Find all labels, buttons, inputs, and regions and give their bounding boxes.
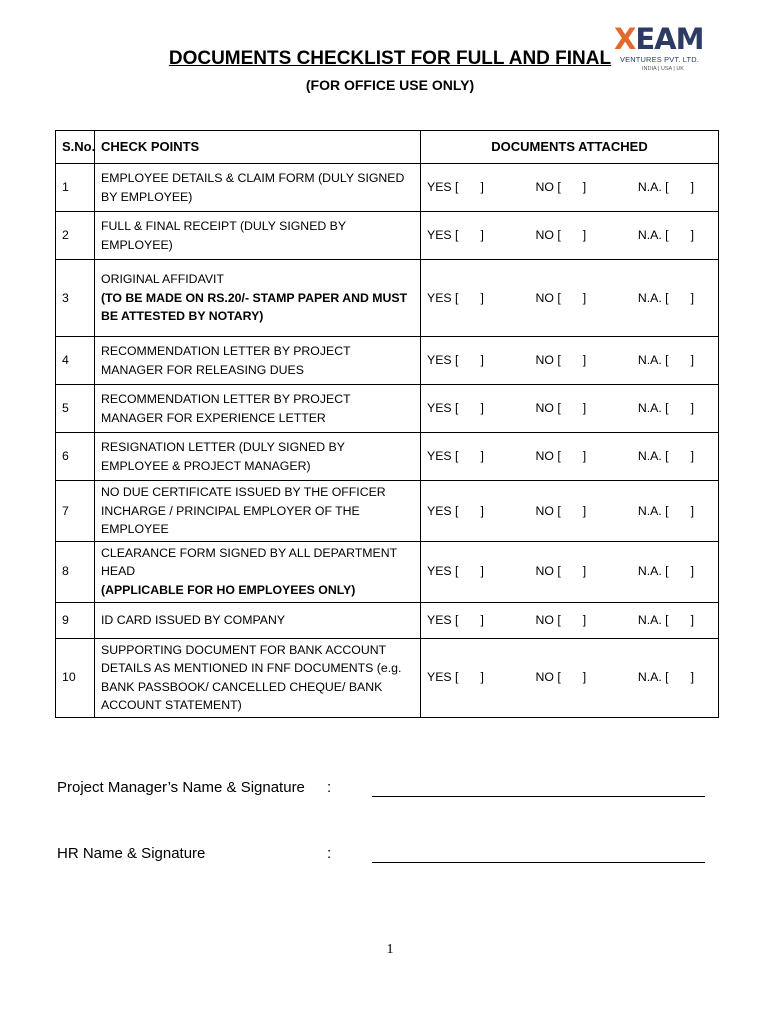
row-check-point xyxy=(95,602,421,638)
table-row xyxy=(56,212,719,260)
na-label: N.A. [ xyxy=(637,180,669,195)
yes-label: YES [ xyxy=(427,353,459,368)
row-documents-attached xyxy=(421,385,719,433)
no-checkbox[interactable] xyxy=(536,447,587,466)
no-label: NO [ xyxy=(535,290,561,305)
na-label: N.A. [ xyxy=(637,353,669,368)
table-row xyxy=(56,385,719,433)
yes-label: YES [ xyxy=(427,180,459,195)
yes-bracket-close: ] xyxy=(480,670,484,685)
na-label: N.A. [ xyxy=(637,670,669,685)
row-documents-attached xyxy=(421,337,719,385)
na-label: N.A. [ xyxy=(637,564,669,579)
hr-signature-label: HR Name & Signature xyxy=(57,845,206,862)
row-sno: 9 xyxy=(56,602,95,638)
yes-label: YES [ xyxy=(427,503,459,518)
na-label: N.A. [ xyxy=(637,228,669,243)
row-documents-attached xyxy=(421,164,719,212)
check-point-text: ID CARD ISSUED BY COMPANY xyxy=(101,612,286,627)
no-bracket-close: ] xyxy=(582,228,587,243)
yes-checkbox[interactable] xyxy=(427,447,484,466)
na-label: N.A. [ xyxy=(637,401,669,416)
na-checkbox[interactable] xyxy=(638,502,694,521)
table-row xyxy=(56,433,719,481)
no-bracket-close: ] xyxy=(582,401,587,416)
no-label: NO [ xyxy=(535,449,561,464)
no-bracket-close: ] xyxy=(582,449,587,464)
check-point-note: (APPLICABLE FOR HO EMPLOYEES ONLY) xyxy=(101,582,356,597)
na-bracket-close: ] xyxy=(690,401,694,416)
no-checkbox[interactable] xyxy=(536,668,587,687)
logo-regions: INDIA | USA | UK xyxy=(642,66,684,72)
na-bracket-close: ] xyxy=(690,353,694,368)
na-bracket-close: ] xyxy=(690,503,694,518)
hr-signature-line[interactable] xyxy=(372,846,705,863)
no-checkbox[interactable] xyxy=(536,562,587,581)
pm-signature-label: Project Manager’s Name & Signature xyxy=(57,779,305,796)
no-checkbox[interactable] xyxy=(536,226,587,245)
no-bracket-close: ] xyxy=(582,353,587,368)
check-point-text: NO DUE CERTIFICATE ISSUED BY THE OFFICER INCHARGE / PRINCIPAL EMPLOYER OF THE EMPLOYEE xyxy=(101,485,386,537)
check-point-text: CLEARANCE FORM SIGNED BY ALL DEPARTMENT HEAD xyxy=(101,545,397,579)
row-check-point xyxy=(95,337,421,385)
page-number: 1 xyxy=(386,942,394,957)
no-label: NO [ xyxy=(535,228,561,243)
no-label: NO [ xyxy=(535,564,561,579)
row-sno: 7 xyxy=(56,481,95,542)
row-sno: 1 xyxy=(56,164,95,212)
no-checkbox[interactable] xyxy=(536,611,587,630)
na-bracket-close: ] xyxy=(690,612,694,627)
check-point-text: RECOMMENDATION LETTER BY PROJECT MANAGER FOR RELEASING DUES xyxy=(101,343,351,377)
yes-checkbox[interactable] xyxy=(427,178,484,197)
pm-signature-line[interactable] xyxy=(372,780,705,797)
yes-bracket-close: ] xyxy=(480,180,484,195)
yes-label: YES [ xyxy=(427,670,459,685)
na-checkbox[interactable] xyxy=(638,611,694,630)
na-checkbox[interactable] xyxy=(638,289,694,308)
yes-bracket-close: ] xyxy=(480,612,484,627)
table-header-row xyxy=(56,131,719,164)
row-sno: 10 xyxy=(56,638,95,717)
no-label: NO [ xyxy=(535,612,561,627)
yes-checkbox[interactable] xyxy=(427,399,484,418)
na-checkbox[interactable] xyxy=(638,562,694,581)
na-label: N.A. [ xyxy=(637,449,669,464)
table-row xyxy=(56,164,719,212)
pm-signature-colon: : xyxy=(327,779,332,796)
no-checkbox[interactable] xyxy=(536,351,587,370)
no-checkbox[interactable] xyxy=(536,289,587,308)
no-checkbox[interactable] xyxy=(536,502,587,521)
na-checkbox[interactable] xyxy=(638,178,694,197)
no-label: NO [ xyxy=(535,180,561,195)
na-bracket-close: ] xyxy=(690,449,694,464)
row-check-point xyxy=(95,260,421,337)
row-documents-attached xyxy=(421,481,719,542)
row-check-point xyxy=(95,481,421,542)
yes-label: YES [ xyxy=(427,564,459,579)
header-documents-attached: DOCUMENTS ATTACHED xyxy=(421,131,719,164)
row-documents-attached xyxy=(421,602,719,638)
check-point-note: (TO BE MADE ON RS.20/- STAMP PAPER AND MUST BE ATTESTED BY NOTARY) xyxy=(101,290,408,324)
yes-bracket-close: ] xyxy=(480,401,484,416)
check-point-text: RECOMMENDATION LETTER BY PROJECT MANAGER FOR EXPERIENCE LETTER xyxy=(101,391,351,425)
row-sno: 8 xyxy=(56,541,95,602)
table-row xyxy=(56,638,719,717)
check-point-text: FULL & FINAL RECEIPT (DULY SIGNED BY EMPLOYEE) xyxy=(101,218,346,252)
na-checkbox[interactable] xyxy=(638,226,694,245)
row-check-point xyxy=(95,638,421,717)
check-point-text: EMPLOYEE DETAILS & CLAIM FORM (DULY SIGNED BY EMPLOYEE) xyxy=(101,170,405,204)
yes-label: YES [ xyxy=(427,612,459,627)
yes-label: YES [ xyxy=(427,401,459,416)
row-sno: 3 xyxy=(56,260,95,337)
no-bracket-close: ] xyxy=(582,564,587,579)
check-point-text: ORIGINAL AFFIDAVIT xyxy=(101,272,224,287)
row-sno: 4 xyxy=(56,337,95,385)
row-sno: 6 xyxy=(56,433,95,481)
header-check-points: CHECK POINTS xyxy=(95,131,421,164)
no-label: NO [ xyxy=(535,503,561,518)
hr-signature-colon: : xyxy=(327,845,332,862)
na-label: N.A. [ xyxy=(637,290,669,305)
yes-checkbox[interactable] xyxy=(427,289,484,308)
yes-checkbox[interactable] xyxy=(427,668,484,687)
table-row xyxy=(56,541,719,602)
row-check-point xyxy=(95,433,421,481)
na-bracket-close: ] xyxy=(690,564,694,579)
row-documents-attached xyxy=(421,212,719,260)
yes-bracket-close: ] xyxy=(480,290,484,305)
row-check-point xyxy=(95,212,421,260)
row-documents-attached xyxy=(421,433,719,481)
no-bracket-close: ] xyxy=(582,670,587,685)
na-checkbox[interactable] xyxy=(638,668,694,687)
na-checkbox[interactable] xyxy=(638,447,694,466)
yes-checkbox[interactable] xyxy=(427,351,484,370)
na-label: N.A. [ xyxy=(637,612,669,627)
no-label: NO [ xyxy=(535,353,561,368)
na-bracket-close: ] xyxy=(690,290,694,305)
na-bracket-close: ] xyxy=(690,180,694,195)
logo-tagline: VENTURES PVT. LTD. xyxy=(620,55,700,64)
check-point-text: SUPPORTING DOCUMENT FOR BANK ACCOUNT DETAILS AS MENTIONED IN FNF DOCUMENTS (e.g. BANK PASSBOOK/ CANCELLED CHEQUE/ BANK ACCOUNT STATEMENT) xyxy=(101,642,402,713)
checklist-table xyxy=(55,130,719,718)
no-checkbox[interactable] xyxy=(536,178,587,197)
row-documents-attached xyxy=(421,260,719,337)
na-checkbox[interactable] xyxy=(638,351,694,370)
row-check-point xyxy=(95,385,421,433)
yes-checkbox[interactable] xyxy=(427,502,484,521)
na-label: N.A. [ xyxy=(637,503,669,518)
yes-checkbox[interactable] xyxy=(427,562,484,581)
table-row xyxy=(56,260,719,337)
no-label: NO [ xyxy=(535,401,561,416)
yes-label: YES [ xyxy=(427,228,459,243)
yes-bracket-close: ] xyxy=(480,564,484,579)
row-sno: 2 xyxy=(56,212,95,260)
no-bracket-close: ] xyxy=(582,180,587,195)
no-label: NO [ xyxy=(535,670,561,685)
yes-bracket-close: ] xyxy=(480,449,484,464)
yes-bracket-close: ] xyxy=(480,228,484,243)
yes-checkbox[interactable] xyxy=(427,611,484,630)
row-check-point xyxy=(95,164,421,212)
check-point-text: RESIGNATION LETTER (DULY SIGNED BY EMPLOYEE & PROJECT MANAGER) xyxy=(101,439,345,473)
no-bracket-close: ] xyxy=(582,290,587,305)
no-bracket-close: ] xyxy=(582,612,587,627)
header-sno: S.No. xyxy=(56,131,95,164)
na-bracket-close: ] xyxy=(690,228,694,243)
yes-label: YES [ xyxy=(427,449,459,464)
table-row xyxy=(56,337,719,385)
logo-wordmark: XEAM xyxy=(614,22,704,56)
yes-label: YES [ xyxy=(427,290,459,305)
na-bracket-close: ] xyxy=(690,670,694,685)
row-documents-attached xyxy=(421,541,719,602)
row-sno: 5 xyxy=(56,385,95,433)
no-bracket-close: ] xyxy=(582,503,587,518)
yes-bracket-close: ] xyxy=(480,503,484,518)
table-row xyxy=(56,602,719,638)
document-subtitle: (FOR OFFICE USE ONLY) xyxy=(305,77,475,93)
table-row xyxy=(56,481,719,542)
row-check-point xyxy=(95,541,421,602)
yes-checkbox[interactable] xyxy=(427,226,484,245)
na-checkbox[interactable] xyxy=(638,399,694,418)
yes-bracket-close: ] xyxy=(480,353,484,368)
no-checkbox[interactable] xyxy=(536,399,587,418)
row-documents-attached xyxy=(421,638,719,717)
document-title: DOCUMENTS CHECKLIST FOR FULL AND FINAL xyxy=(168,48,612,69)
